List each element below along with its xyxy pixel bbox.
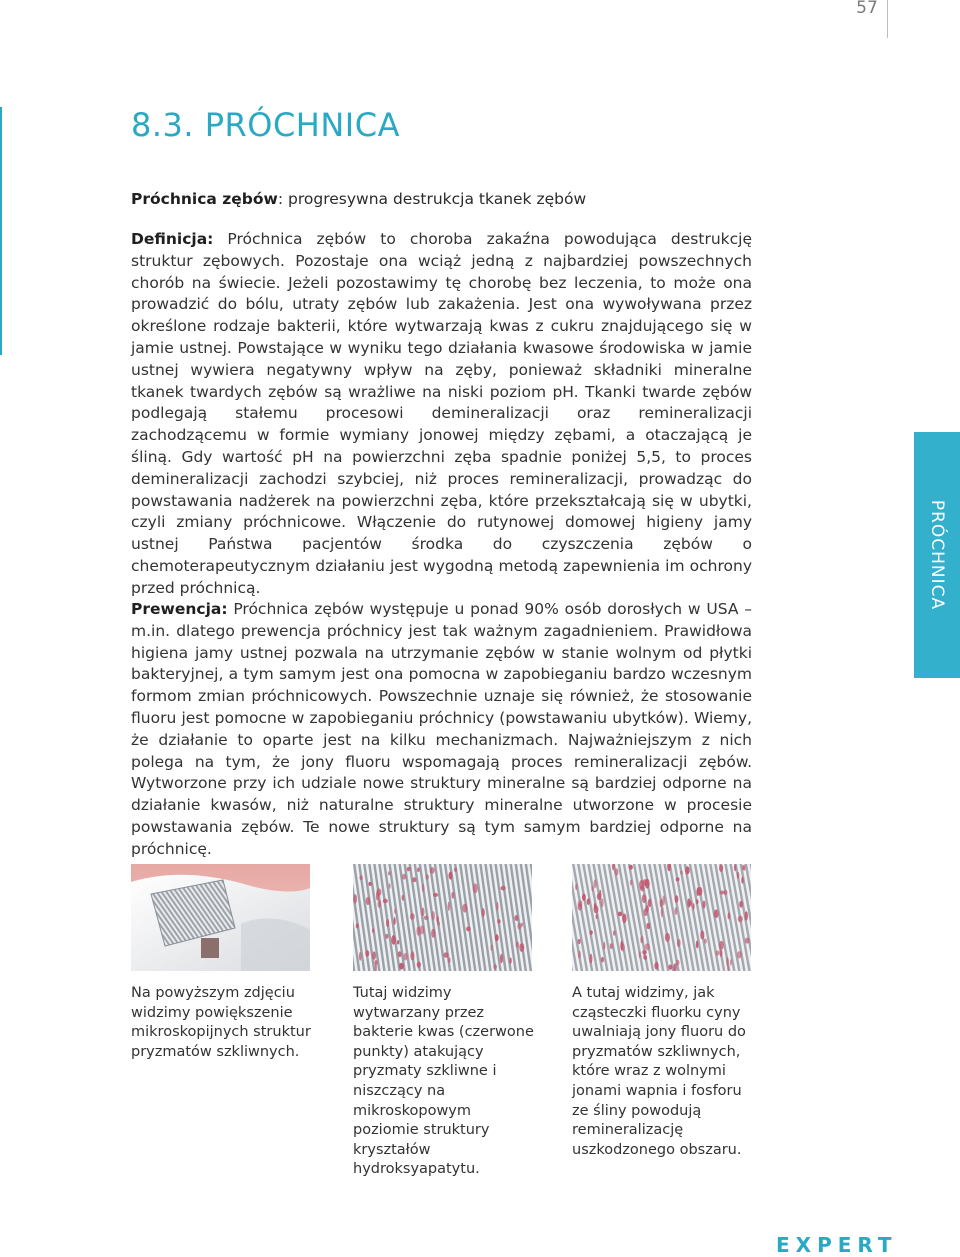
- fluoride-dot: [737, 951, 742, 958]
- acid-dot: [462, 904, 467, 913]
- acid-dot: [389, 883, 391, 889]
- brand-logo: EXPERT: [776, 1233, 898, 1257]
- acid-dot: [410, 951, 414, 960]
- fluoride-dot: [648, 899, 652, 907]
- fluoride-dot: [640, 936, 643, 943]
- caption-3: A tutaj widzimy, jak cząsteczki fluorku cyny uwalniają jony fluoru do pryzmatów szkliwnych, które wraz z wolnymi jonami wapnia i fosforu ze śliny powodują remineralizację uszkodzonego obszaru.: [572, 985, 746, 1158]
- fluoride-dot: [575, 884, 578, 891]
- page-number: 57: [856, 0, 878, 18]
- fluoride-dot: [646, 923, 650, 930]
- fluoride-dot: [685, 866, 690, 874]
- acid-dot: [376, 892, 379, 901]
- acid-dot: [372, 951, 376, 959]
- fluoride-dot: [668, 965, 672, 970]
- fluoride-dot: [719, 941, 724, 950]
- fluoride-dot: [737, 872, 739, 879]
- section-heading: 8.3. PRÓCHNICA: [131, 106, 400, 144]
- fluoride-dot: [665, 933, 670, 942]
- acid-dot: [500, 954, 503, 963]
- fluoride-dot: [610, 943, 613, 949]
- acid-dot: [397, 940, 399, 945]
- subheading: [131, 190, 771, 208]
- acid-dot: [454, 868, 457, 872]
- fluoride-dot: [696, 899, 699, 904]
- acid-dot: [448, 957, 451, 963]
- fluoride-dot: [621, 943, 625, 951]
- fluoride-dot: [739, 901, 743, 908]
- acid-dot: [424, 916, 429, 920]
- fluoride-dot: [728, 912, 731, 919]
- acid-dot: [466, 926, 471, 931]
- fluoride-dot: [654, 962, 658, 970]
- figure-remineralization: [572, 864, 751, 971]
- acid-dot: [372, 928, 374, 933]
- acid-dot: [521, 923, 523, 927]
- acid-dot: [482, 908, 485, 917]
- fluoride-dot: [601, 898, 604, 907]
- caption-2: Tutaj widzimy wytwarzany przez bakterie kwas (czerwone punkty) atakujący pryzmaty szkliwne i niszczący na mikroskopowym poziomie struktury kryształów hydroksyapatytu.: [353, 985, 534, 1178]
- acid-dot: [449, 872, 453, 880]
- fluoride-dot: [615, 868, 619, 875]
- acid-dot: [388, 871, 391, 875]
- enamel-prisms: [353, 864, 532, 971]
- acid-dot: [407, 867, 409, 872]
- acid-dot: [490, 944, 492, 951]
- acid-dot: [356, 923, 359, 928]
- acid-dot: [359, 875, 362, 880]
- fluoride-dot: [578, 951, 581, 959]
- subheading-term: Próchnica zębów: [131, 190, 278, 208]
- acid-dot: [378, 900, 382, 908]
- fluoride-dot: [601, 957, 604, 963]
- acid-dot: [501, 886, 506, 891]
- acid-dot: [451, 892, 454, 899]
- remineralization-illustration: [572, 864, 751, 971]
- acid-dot: [448, 902, 450, 912]
- acid-dot: [399, 963, 404, 970]
- fluoride-dot: [742, 865, 745, 870]
- fluoride-dot: [596, 914, 598, 919]
- fluoride-dot: [745, 911, 748, 920]
- fluoride-dot: [578, 903, 583, 910]
- acid-dot: [366, 897, 370, 905]
- tooth-enamel-illustration: [131, 864, 310, 971]
- fluoride-dot: [643, 953, 645, 959]
- acid-dot: [402, 874, 406, 880]
- acid-dot: [436, 916, 439, 923]
- subheading-text: : progresywna destrukcja tkanek zębów: [277, 190, 587, 208]
- fluoride-dot: [613, 931, 616, 936]
- fluoride-dot: [730, 959, 732, 966]
- acid-dot: [497, 919, 500, 923]
- prevention-text: Próchnica zębów występuje u ponad 90% osób dorosłych w USA – m.in. dlatego prewencja próchnicy jest tak ważnym zagadnieniem. Prawidłowa higiena jamy ustnej pozwala na utrzymanie zębów w stanie wolnym od płytki bakteryjnej, a tym samym jest ona pomocna w zapobieganiu bardzo wczesnym formom zmian próchnicowych. Powszechnie uznaje się również, że stosowanie fluoru jest pomocne w zapobieganiu próchnicy (powstawaniu ubytków). Wiemy, że działanie to oparte jest na kilku mechanizmach. Najważniejszym z nich polega na tym, że jony fluoru wspomagają proces remineralizacji zębów. Wytworzone przy ich udziale nowe struktury mineralne są bardziej odporne na działanie kwasów, niż naturalne struktury mineralne utworzone w procesie powstawania zębów. Te nowe struktury są tym samym bardziej odporne na próchnicę.: [131, 600, 752, 858]
- fluoride-dot: [745, 938, 750, 944]
- acid-dot: [369, 882, 372, 886]
- acid-dot: [431, 911, 435, 920]
- fluoride-dot: [741, 877, 743, 884]
- figure-tooth-enamel: [131, 864, 310, 971]
- left-accent-bar: [0, 107, 2, 355]
- fluoride-dot: [618, 912, 623, 917]
- fluoride-dot: [587, 898, 590, 905]
- fluoride-dot: [594, 879, 597, 888]
- acid-dot: [495, 934, 499, 941]
- definition-text: Próchnica zębów to choroba zakaźna powodująca destrukcję struktur zębowych. Pozostaje ona wciąż jedną z najbardziej powszechnych chorób na świecie. Jeżeli pozostawimy tę chorobę bez leczenia, to może ona prowadzić do bólu, utraty zębów lub zakażenia. Jest ona wywoływana przez określone rodzaje bakterii, które wytwarzają kwas z cukru znajdującego się w jamie ustnej. Powstające w wyniku tego działania kwasowe środowiska w jamie ustnej wywiera negatywny wpływ na zęby, ponieważ składniki mineralne tkanek twardych zębów są wrażliwe na niski poziom pH. Tkanki twarde zębów podlegają stałemu procesowi demineralizacji oraz remineralizacji zachodzącemu w formie wymiany jonowej między zębami, a otaczającą je śliną. Gdy wartość pH na powierzchni zęba spadnie poniżej 5,5, to proces demineralizacji zachodzi szybciej, niż proces remineralizacji, prowadząc do powstawania nadżerek na powierzchni zęba, które przekształcają się w ubytki, czyli zmiany próchnicowe. Włączenie do rutynowej domowej higieny jamy ustnej Państwa pacjentów środka do czyszczenia zębów o chemoterapeutycznym działaniu jest wygodną metodą zapewnienia im ochrony przed próchnicą.: [131, 230, 752, 597]
- figure-acid-attack: [353, 864, 532, 971]
- acid-dot: [496, 902, 498, 911]
- fluoride-dot: [643, 909, 647, 917]
- fluoride-dot: [645, 879, 650, 889]
- fluoride-dot: [734, 864, 736, 871]
- acid-dot: [417, 962, 421, 968]
- acid-dot: [391, 935, 396, 945]
- fluoride-dot: [726, 957, 729, 967]
- acid-dot: [403, 953, 407, 961]
- acid-dot: [398, 951, 402, 957]
- fluoride-dot: [639, 880, 644, 889]
- fluoride-dot: [720, 891, 725, 895]
- fluoride-dot: [696, 940, 698, 948]
- fluoride-dot: [589, 954, 592, 964]
- page-number-divider: [887, 0, 888, 38]
- fluoride-dot: [720, 950, 723, 957]
- prevention-label: Prewencja:: [131, 600, 228, 618]
- acid-dot: [394, 908, 396, 914]
- acid-dot: [443, 952, 448, 958]
- fluoride-dot: [603, 942, 605, 950]
- acid-dot: [430, 867, 435, 874]
- fluoride-dot: [700, 930, 704, 939]
- acid-dot: [426, 874, 429, 880]
- acid-dot: [431, 929, 435, 938]
- acid-dot: [402, 895, 405, 901]
- acid-dot: [510, 958, 512, 964]
- fluoride-dot: [714, 909, 719, 918]
- fluoride-dot: [622, 914, 626, 924]
- fluoride-dot: [697, 887, 700, 896]
- acid-dot: [473, 883, 478, 893]
- acid-dot: [493, 964, 497, 969]
- fluoride-dot: [661, 908, 663, 918]
- fluoride-dot: [642, 894, 646, 903]
- acid-dot: [519, 943, 524, 952]
- acid-dot: [383, 899, 388, 903]
- fluoride-dot: [594, 905, 599, 913]
- enamel-prisms: [572, 864, 751, 971]
- fluoride-dot: [676, 960, 680, 966]
- fluoride-dot: [687, 898, 690, 907]
- acid-dot: [385, 934, 388, 939]
- acid-dot: [394, 917, 396, 925]
- side-tab-label: PRÓCHNICA: [927, 499, 947, 611]
- acid-dot: [386, 919, 389, 927]
- fluoride-dot: [629, 865, 633, 870]
- fluoride-dot: [702, 901, 705, 909]
- acid-dot: [412, 877, 416, 882]
- acid-dot: [422, 884, 425, 892]
- magnified-sample: [201, 938, 219, 958]
- definition-paragraph: [131, 229, 752, 600]
- definition-label: Definicja:: [131, 230, 214, 248]
- fluoride-dot: [719, 864, 723, 872]
- prevention-paragraph: [131, 599, 752, 861]
- fluoride-dot: [639, 951, 641, 958]
- fluoride-dot: [674, 907, 677, 915]
- acid-dot: [433, 893, 438, 897]
- acid-dot: [419, 925, 424, 934]
- fluoride-dot: [590, 930, 593, 935]
- acid-dot: [421, 908, 424, 917]
- fluoride-dot: [675, 895, 679, 903]
- fluoride-dot: [692, 903, 694, 910]
- side-tab: [914, 432, 960, 678]
- fluoride-dot: [591, 886, 593, 892]
- acid-dot: [359, 952, 362, 961]
- fluoride-dot: [599, 890, 601, 900]
- fluoride-dot: [677, 939, 681, 947]
- fluoride-dot: [660, 899, 663, 908]
- fluoride-dot: [716, 950, 720, 955]
- fluoride-dot: [645, 943, 650, 950]
- acid-dot: [410, 913, 415, 920]
- fluoride-dot: [704, 939, 707, 944]
- fluoride-dot: [738, 916, 743, 923]
- acid-attack-illustration: [353, 864, 532, 971]
- acid-dot: [354, 894, 357, 904]
- caption-1: Na powyższym zdjęciu widzimy powiększenie mikroskopijnych struktur pryzmatów szkliwnych.: [131, 985, 311, 1060]
- acid-dot: [365, 950, 369, 957]
- tooth-shadow: [241, 918, 310, 971]
- acid-dot: [417, 867, 420, 872]
- acid-dot: [515, 941, 519, 948]
- fluoride-dot: [630, 880, 633, 886]
- fluoride-dot: [680, 871, 682, 875]
- fluoride-dot: [582, 894, 586, 901]
- fluoride-dot: [676, 877, 680, 881]
- acid-dot: [515, 915, 519, 921]
- fluoride-dot: [578, 939, 581, 944]
